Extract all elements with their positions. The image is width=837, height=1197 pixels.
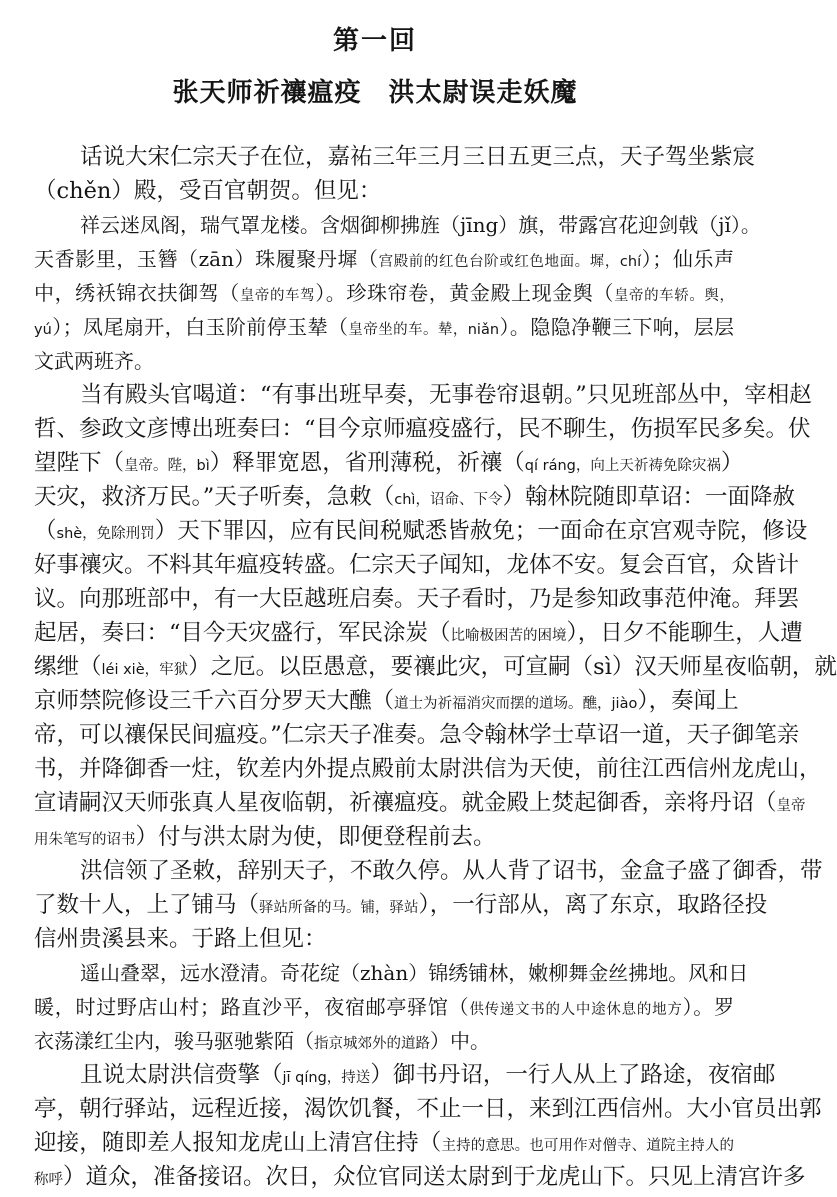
verse-line [34, 1024, 734, 1058]
text-line: 议。向那班部中，有一大臣越班启奏。天子看时，乃是参知政事范仲淹。拜罢 [34, 586, 800, 612]
text-line [34, 820, 734, 854]
text-segment: ）。隐隐净鞭三下响，层层 [499, 315, 735, 339]
text-segment: 缧绁（ [34, 654, 102, 680]
text-segment: 天香影里，玉簪（zān）珠履聚丹墀（ [34, 247, 379, 271]
inline-annotation: yú [34, 322, 52, 338]
verse-line [34, 276, 734, 310]
text-segment: 迎接，随即差人报知龙虎山上清宫住持（ [34, 1130, 442, 1156]
inline-annotation: shè，免除刑罚 [56, 526, 155, 542]
text-segment: 衣荡漾红尘内，骏马驱驰紫陌（ [34, 1029, 314, 1053]
inline-annotation: 用朱笔写的诏书 [34, 832, 136, 848]
text-line [34, 1058, 776, 1092]
text-segment: ） [720, 450, 744, 476]
text-segment: 起居，奏曰：“目今天灾盛行，军民涂炭（ [34, 620, 451, 646]
chapter-number: 第一回 [332, 26, 417, 56]
text-line: 话说大宋仁宗天子在位，嘉祐三年三月三日五更三点，天子驾坐紫宸 [80, 144, 756, 170]
verse-line [34, 208, 761, 242]
verse-line [34, 344, 734, 378]
text-segment: 天灾，救济万民。”天子听奏，急敕（ [34, 484, 395, 510]
text-line: 书，并降御香一炷，钦差内外提点殿前太尉洪信为天使，前往江西信州龙虎山， [34, 756, 822, 782]
inline-annotation: 道士为祈福消灾而摆的道场。醮，jiào [394, 696, 638, 712]
verse-line [34, 310, 734, 344]
chapter-body-text [34, 140, 837, 1194]
inline-annotation: 皇帝 [776, 798, 806, 814]
text-line: 信州贵溪县来。于路上但见： [34, 926, 327, 952]
text-line: 帝，可以禳保民间瘟疫。”仁宗天子准奏。急令翰林学士草诏一道，天子御笔亲 [34, 722, 800, 748]
text-segment: ）。珍珠帘卷，黄金殿上现金舆（ [315, 281, 614, 305]
inline-annotation: qí ráng，向上天祈祷免除灾祸 [524, 458, 721, 474]
inline-annotation: 主持的意思。也可用作对僧寺、道院主持人的 [441, 1138, 734, 1154]
text-segment: 中，绣袄锦衣扶御驾（ [34, 281, 240, 305]
text-line [34, 616, 803, 650]
inline-annotation: 宫殿前的红色台阶或红色地面。墀，chí [378, 254, 642, 270]
text-segment: ）；仙乐声 [641, 247, 734, 271]
text-line [34, 446, 744, 480]
inline-annotation: 皇帝坐的车。辇，niǎn [348, 322, 500, 338]
verse-line [34, 242, 734, 276]
text-segment: ）释罪宽恩，省刑薄税，祈禳（ [209, 450, 525, 476]
text-segment: ）。罗 [682, 995, 735, 1019]
text-segment: ）；凤尾扇开，白玉阶前停玉辇（ [51, 315, 349, 339]
text-segment: ），一行部从，离了东京，取路径投 [418, 892, 768, 918]
inline-annotation: jī qíng，持送 [282, 1070, 371, 1086]
inline-annotation: 称呼 [34, 1172, 63, 1188]
text-segment: 遥山叠翠，远水澄清。奇花绽（zhàn）锦绣铺林，嫩柳舞金丝拂地。风和日 [80, 961, 749, 985]
text-line [34, 1126, 734, 1160]
text-segment: 且说太尉洪信赍擎（ [80, 1062, 283, 1088]
text-segment: ）中。 [430, 1029, 490, 1053]
text-segment: 京师禁院修设三千六百分罗天大醮（ [34, 688, 395, 714]
text-segment: ），奏闻上 [637, 688, 739, 714]
inline-annotation: 皇帝。陛，bì [124, 458, 210, 474]
text-line: 亭，朝行驿站，远程近接，渴饮饥餐，不止一日，来到江西信州。大小官员出郭 [34, 1096, 822, 1122]
inline-annotation: chì，诏命、下令 [394, 492, 503, 508]
verse-line [34, 956, 749, 990]
text-line [34, 514, 808, 548]
inline-annotation: 比喻极困苦的困境 [450, 628, 567, 644]
inline-annotation: 指京城郊外的道路 [314, 1036, 430, 1052]
text-segment: 宣请嗣汉天师张真人星夜临朝，祈禳瘟疫。就金殿上焚起御香，亲将丹诏（ [34, 790, 777, 816]
text-segment: 文武两班齐。 [34, 349, 154, 373]
text-segment: ）御书丹诏，一行人从上了路途，夜宿邮 [370, 1062, 776, 1088]
text-line [34, 888, 768, 922]
inline-annotation: 皇帝的车驾 [239, 288, 316, 304]
text-line: （chěn）殿，受百官朝贺。但见： [34, 178, 382, 204]
inline-annotation: 供传递文书的人中途休息的地方 [469, 1002, 683, 1018]
text-segment: ）天下罪囚，应有民间税赋悉皆赦免；一面命在京宫观寺院，修设 [154, 518, 808, 544]
text-segment: ）之厄。以臣愚意，要禳此灾，可宣嗣（sì）汉天师星夜临朝，就 [188, 654, 837, 680]
text-segment: 了数十人，上了铺马（ [34, 892, 260, 918]
inline-annotation: léi xiè，牢狱 [101, 662, 189, 678]
text-segment: 暖，时过野店山村；路直沙平，夜宿邮亭驿馆（ [34, 995, 470, 1019]
text-line: 洪信领了圣敕，辞别天子，不敢久停。从人背了诏书，金盒子盛了御香，带 [80, 858, 823, 884]
text-segment: 祥云迷凤阁，瑞气罩龙楼。含烟御柳拂旌（jīng）旗，带露宫花迎剑戟（jǐ）。 [80, 213, 761, 237]
text-segment: ）翰林院随即草诏：一面降赦 [502, 484, 795, 510]
text-segment: ）道众，准备接诏。次日，众位官同送太尉到于龙虎山下。只见上清宫许多 [63, 1164, 806, 1190]
chapter-title: 张天师祈禳瘟疫 洪太尉误走妖魔 [172, 78, 578, 108]
text-line: 好事禳灾。不料其年瘟疫转盛。仁宗天子闻知，龙体不安。复会百官，众皆计 [34, 552, 800, 578]
text-line: 当有殿头官喝道：“有事出班早奏，无事卷帘退朝。”只见班部丛中，宰相赵 [80, 382, 812, 408]
text-line [34, 480, 795, 514]
text-segment: ），日夕不能聊生，人遭 [566, 620, 803, 646]
text-line: 哲、参政文彦博出班奏曰：“目今京师瘟疫盛行，民不聊生，伤损军民多矣。伏 [34, 416, 811, 442]
text-line [34, 684, 739, 718]
verse-line [34, 990, 734, 1024]
text-line [34, 786, 806, 820]
text-segment: ）付与洪太尉为使，即便登程前去。 [135, 824, 496, 850]
text-line [34, 650, 837, 684]
inline-annotation: 皇帝的车轿。舆， [613, 288, 735, 304]
text-line [34, 1160, 806, 1194]
text-segment: （ [34, 518, 57, 544]
inline-annotation: 驿站所备的马。铺，驿站 [259, 900, 419, 916]
text-segment: 望陛下（ [34, 450, 125, 476]
